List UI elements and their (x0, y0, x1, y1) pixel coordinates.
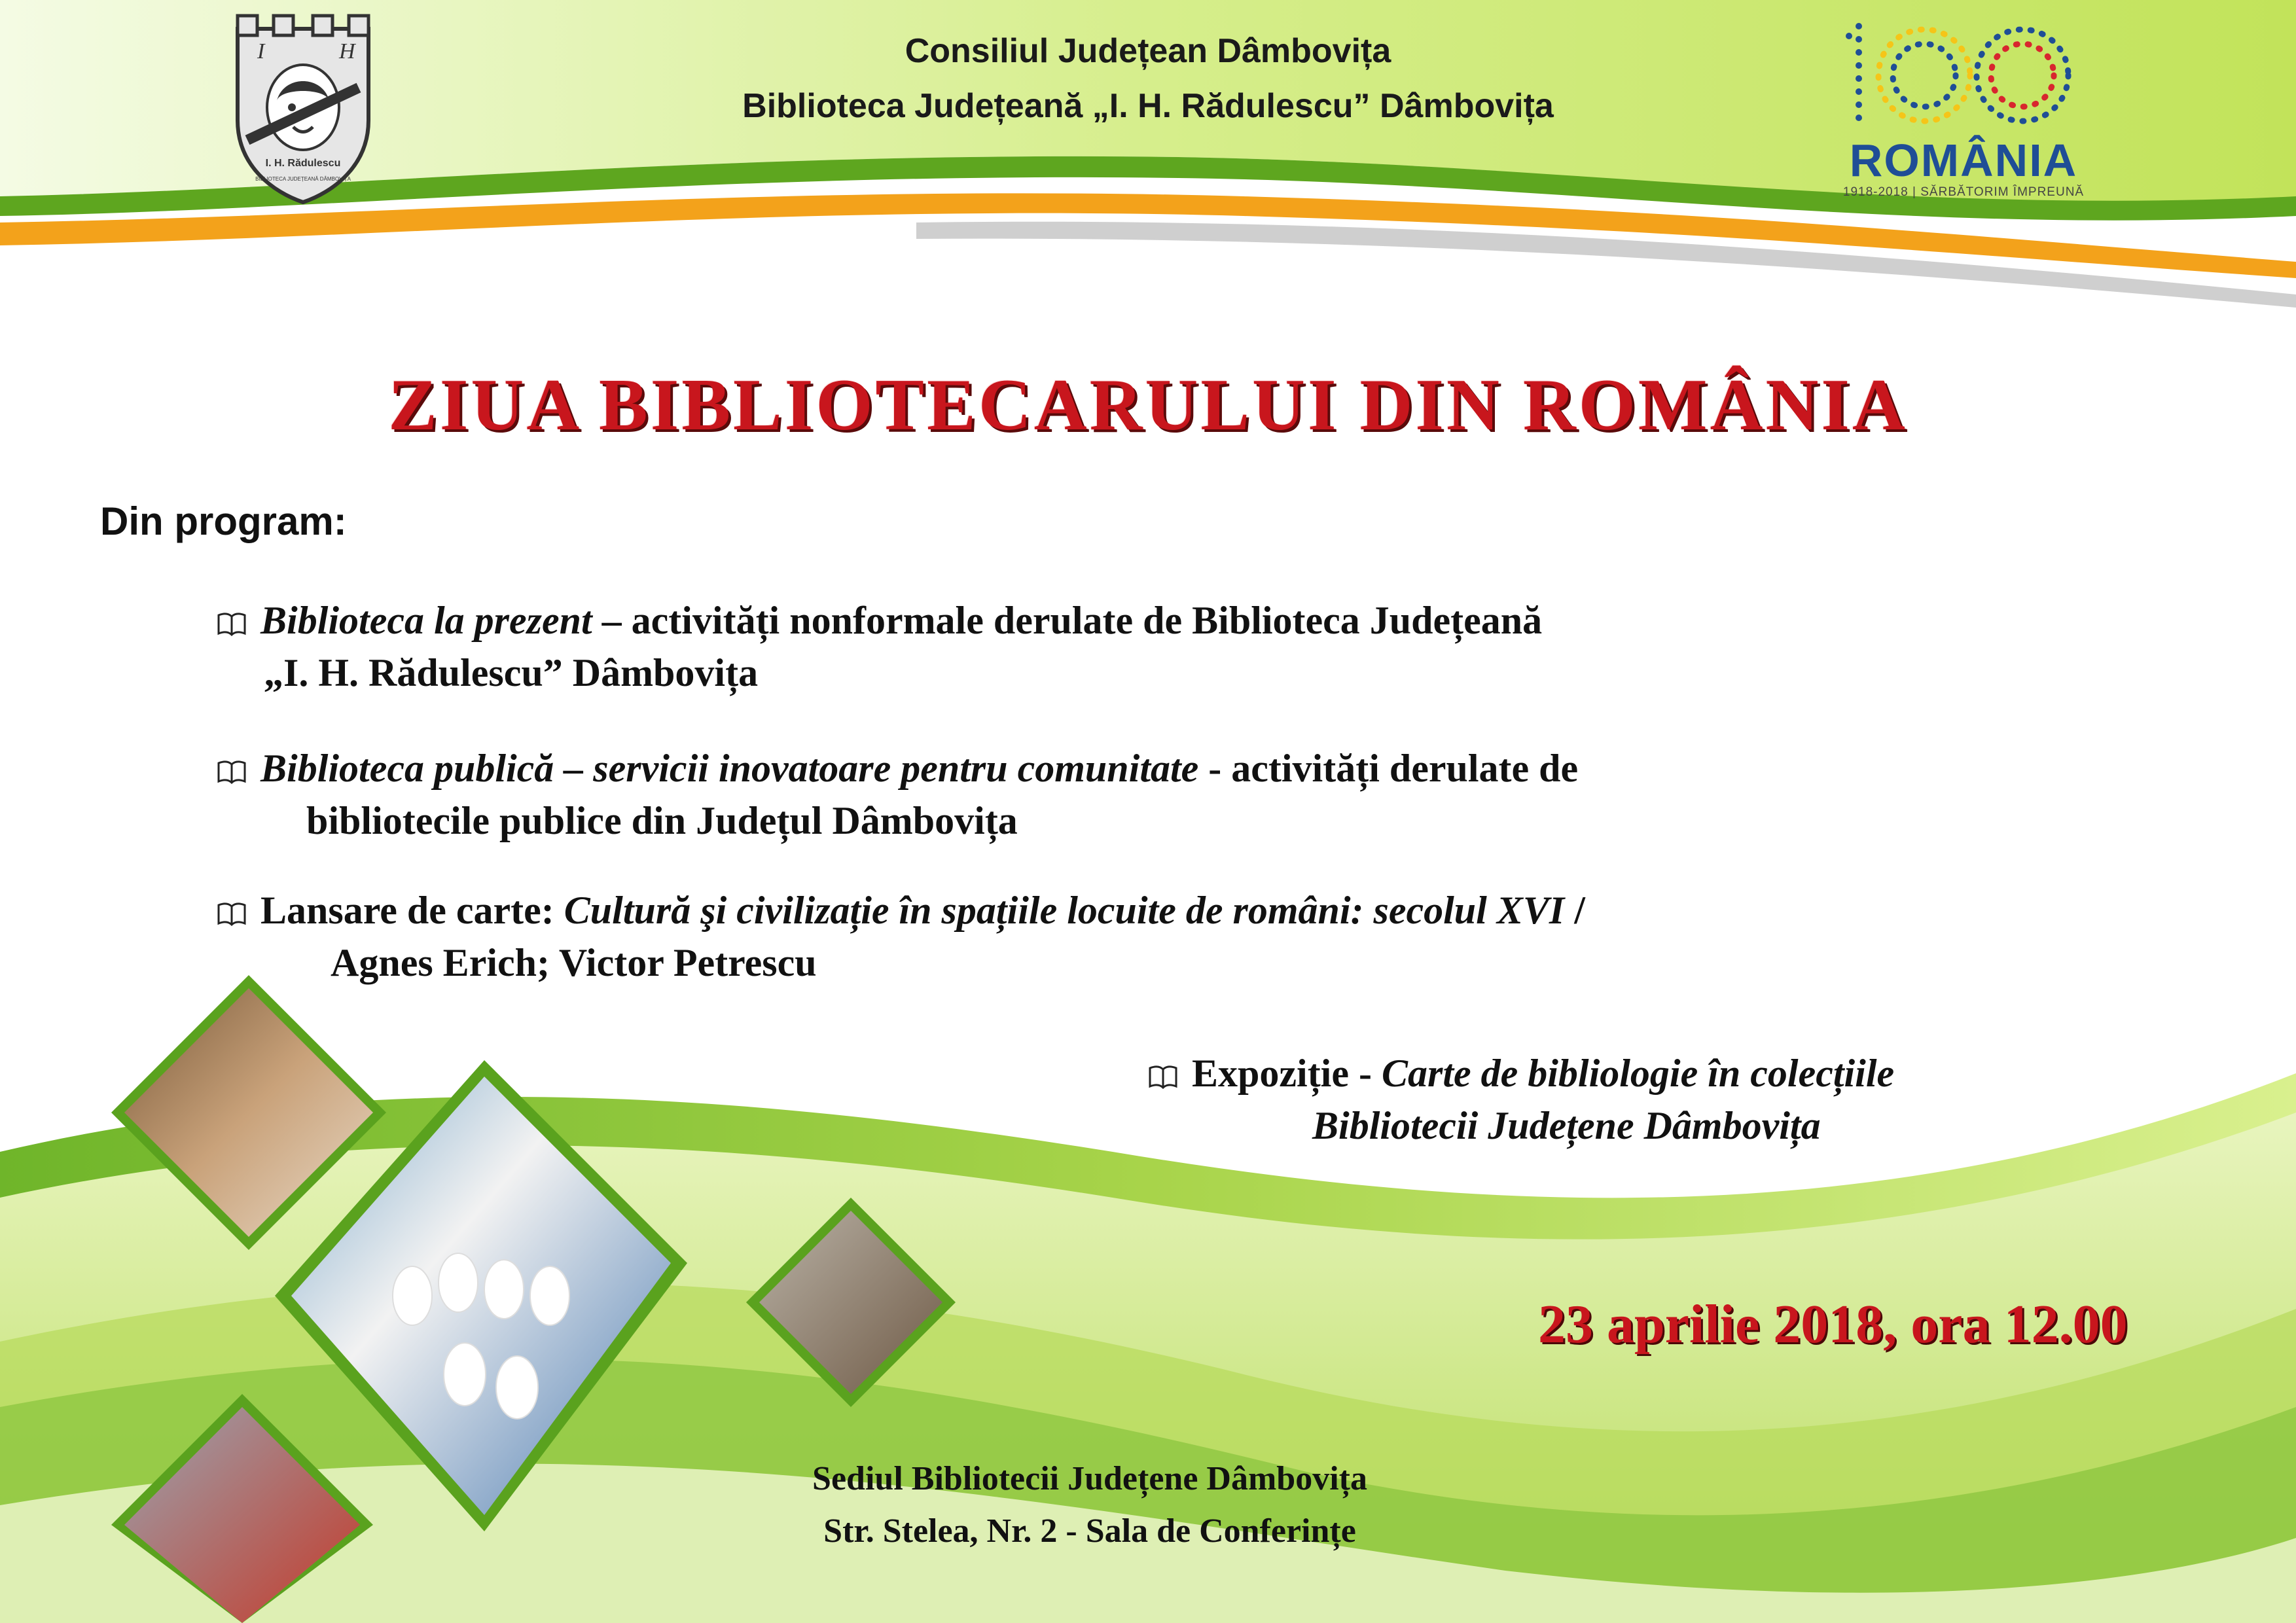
crest-banner: BIBLIOTECA JUDEȚEANĂ DÂMBOVIȚA (255, 176, 351, 182)
program-item-4-prefix: Expoziție - (1192, 1052, 1382, 1095)
program-heading: Din program: (100, 499, 347, 543)
program-item-1-text: – activități nonformale derulate de Biblioteca Județeană (592, 599, 1543, 642)
photo-book-exhibition (111, 1394, 373, 1623)
program-item-2 (216, 742, 1578, 794)
book-icon (216, 759, 247, 785)
crest-name: I. H. Rădulescu (265, 158, 341, 169)
program-item-4 (1147, 1047, 1894, 1099)
venue-line1: Sediul Bibliotecii Județene Dâmbovița (812, 1460, 1367, 1497)
program-item-3-line2: Agnes Erich; Victor Petrescu (331, 941, 817, 984)
program-item-3-prefix: Lansare de carte: (260, 889, 564, 932)
program-item-1-line2: „I. H. Rădulescu” Dâmbovița (264, 651, 759, 694)
page-title: ZIUA BIBLIOTECARULUI DIN ROMÂNIA (388, 365, 1908, 446)
library-crest-logo (221, 9, 385, 205)
program-item-3 (216, 884, 1585, 936)
program-item-2-title: Biblioteca publică – servicii inovatoare pentru comunitate (260, 747, 1199, 790)
book-icon (216, 901, 247, 927)
header-library: Biblioteca Județeană „I. H. Rădulescu” Dâmbovița (742, 87, 1554, 125)
program-item-2-line2: bibliotecile publice din Județul Dâmbovița (306, 799, 1018, 842)
header-council: Consiliul Județean Dâmbovița (905, 32, 1391, 70)
venue-line2: Str. Stelea, Nr. 2 - Sala de Conferințe (823, 1512, 1356, 1550)
book-icon (216, 611, 247, 637)
event-date: 23 aprilie 2018, ora 12.00 (1538, 1294, 2128, 1355)
program-item-1 (216, 594, 1542, 647)
program-item-4-line2: Bibliotecii Județene Dâmbovița (1312, 1104, 1821, 1147)
photo-library-room (111, 975, 386, 1250)
logo-tagline: 1918-2018 | SĂRBĂTORIM ÎMPREUNĂ (1842, 185, 2085, 199)
program-item-1-title: Biblioteca la prezent (260, 599, 592, 642)
book-icon (1147, 1064, 1179, 1090)
program-item-2-text: - activități derulate de (1198, 747, 1579, 790)
logo-country: ROMÂNIA (1849, 135, 2078, 186)
crest-initial-right: H (339, 39, 355, 63)
program-item-3-title: Cultură şi civilizație în spațiile locuite de români: secolul XVI (564, 889, 1565, 932)
program-item-3-text: / (1564, 889, 1585, 932)
program-item-4-title: Carte de bibliologie în colecțiile (1381, 1052, 1895, 1095)
photo-book-stack (746, 1198, 956, 1407)
crest-initial-left: I (257, 39, 265, 63)
event-venue (713, 1453, 1466, 1558)
